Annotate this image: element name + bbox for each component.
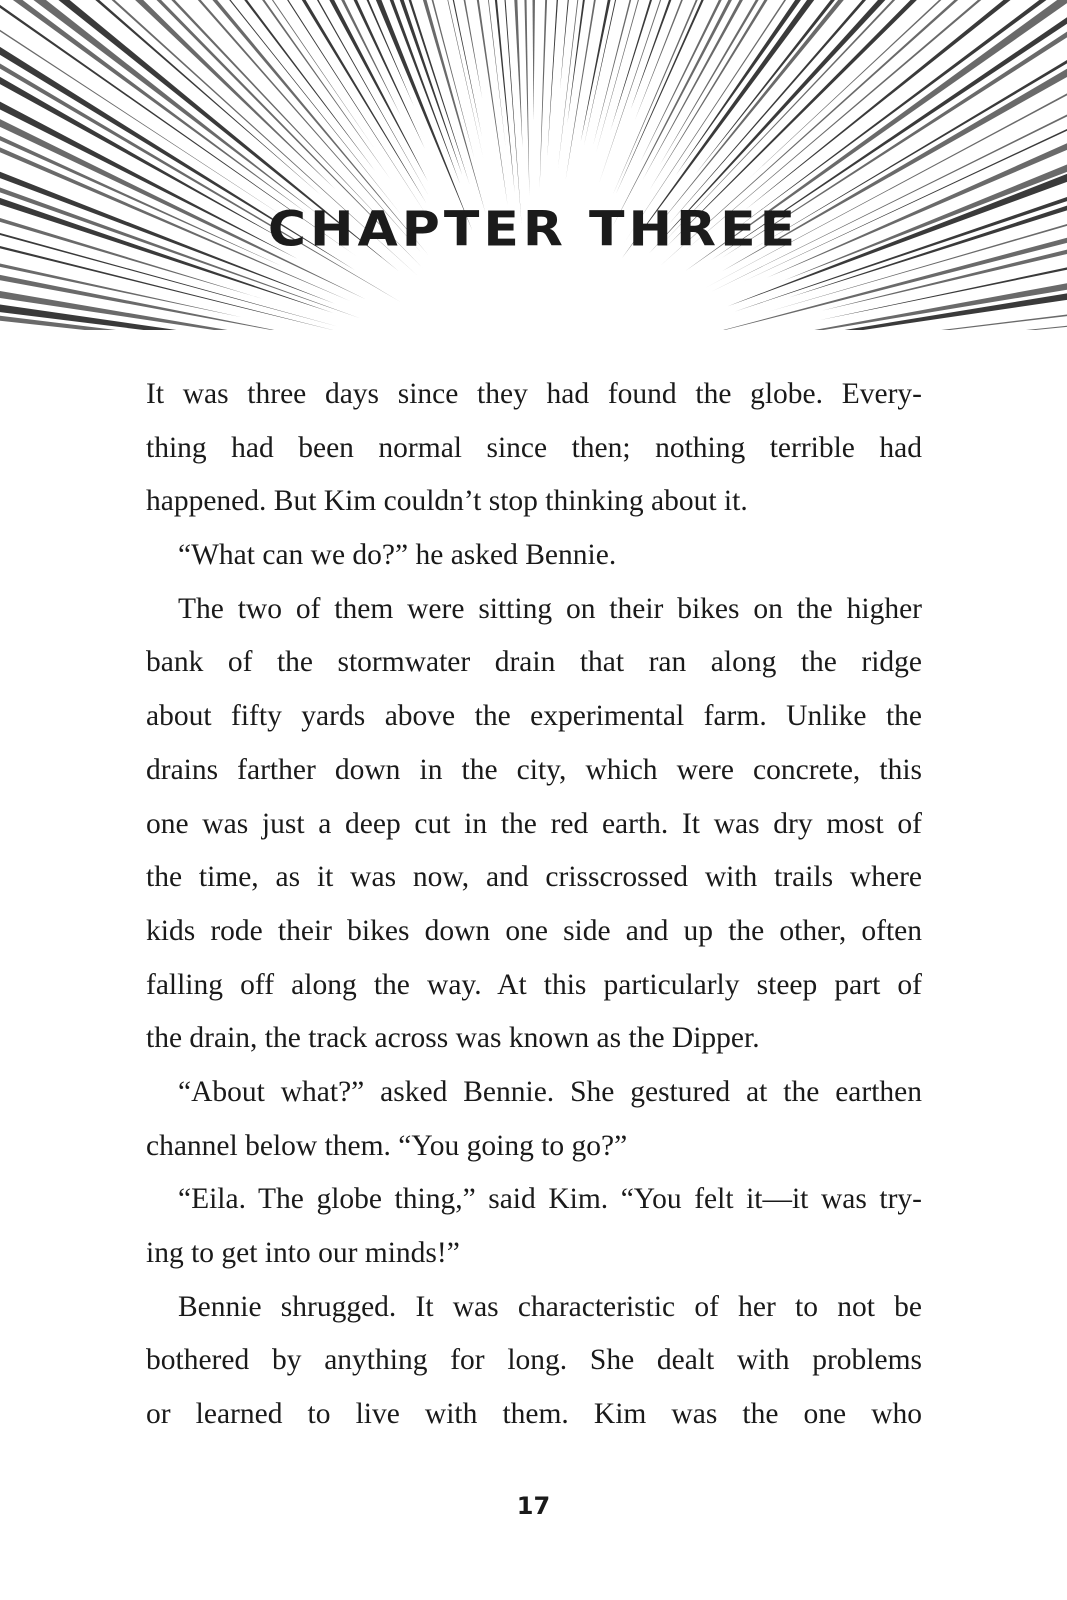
text-line: thing had been normal since then; nothing terrible had — [146, 431, 922, 464]
text-line: one was just a deep cut in the red earth. It was dry most of — [146, 807, 922, 840]
text-line: “What can we do?” he asked Bennie. — [178, 539, 617, 572]
page-number: 17 — [516, 1492, 551, 1520]
text-line: kids rode their bikes down one side and up the other, often — [146, 914, 922, 947]
chapter-title: CHAPTER THREE — [267, 202, 800, 258]
speed-line — [0, 0, 334, 313]
text-line: happened. But Kim couldn’t stop thinking about it. — [146, 485, 748, 518]
speed-line — [356, 0, 508, 205]
speed-line — [696, 0, 1067, 174]
body-text — [146, 368, 922, 1442]
speed-lines-burst — [0, 0, 1067, 330]
text-line: It was three days since they had found the globe. Every- — [146, 378, 922, 410]
text-line: “About what?” asked Bennie. She gestured at the earthen — [178, 1075, 922, 1108]
text-line: or learned to live with them. Kim was the one who — [146, 1398, 922, 1431]
speed-line — [0, 0, 322, 196]
text-line: about fifty yards above the experimental farm. Unlike the — [146, 700, 922, 733]
text-line: The two of them were sitting on their bikes on the higher — [178, 592, 922, 625]
text-line: the drain, the track across was known as the Dipper. — [146, 1022, 760, 1055]
speed-line — [540, 0, 580, 188]
speed-line — [411, 0, 515, 193]
text-line: bank of the stormwater drain that ran along the ridge — [146, 646, 922, 679]
text-line: the time, as it was now, and crisscrossed with trails where — [146, 861, 922, 894]
text-line: Bennie shrugged. It was characteristic of her to not be — [178, 1290, 922, 1323]
speed-line — [0, 0, 428, 195]
speed-line — [558, 0, 676, 170]
text-line: channel below them. “You going to go?” — [146, 1129, 628, 1162]
text-line: drains farther down in the city, which were concrete, this — [146, 753, 922, 786]
text-line: ing to get into our minds!” — [146, 1237, 460, 1269]
speed-line — [768, 43, 1067, 312]
text-line: “Eila. The globe thing,” said Kim. “You felt it—it was try- — [178, 1183, 922, 1216]
speed-line — [0, 0, 288, 219]
text-line: bothered by anything for long. She dealt with problems — [146, 1344, 922, 1377]
text-line: falling off along the way. At this particularly steep part of — [146, 968, 922, 1001]
